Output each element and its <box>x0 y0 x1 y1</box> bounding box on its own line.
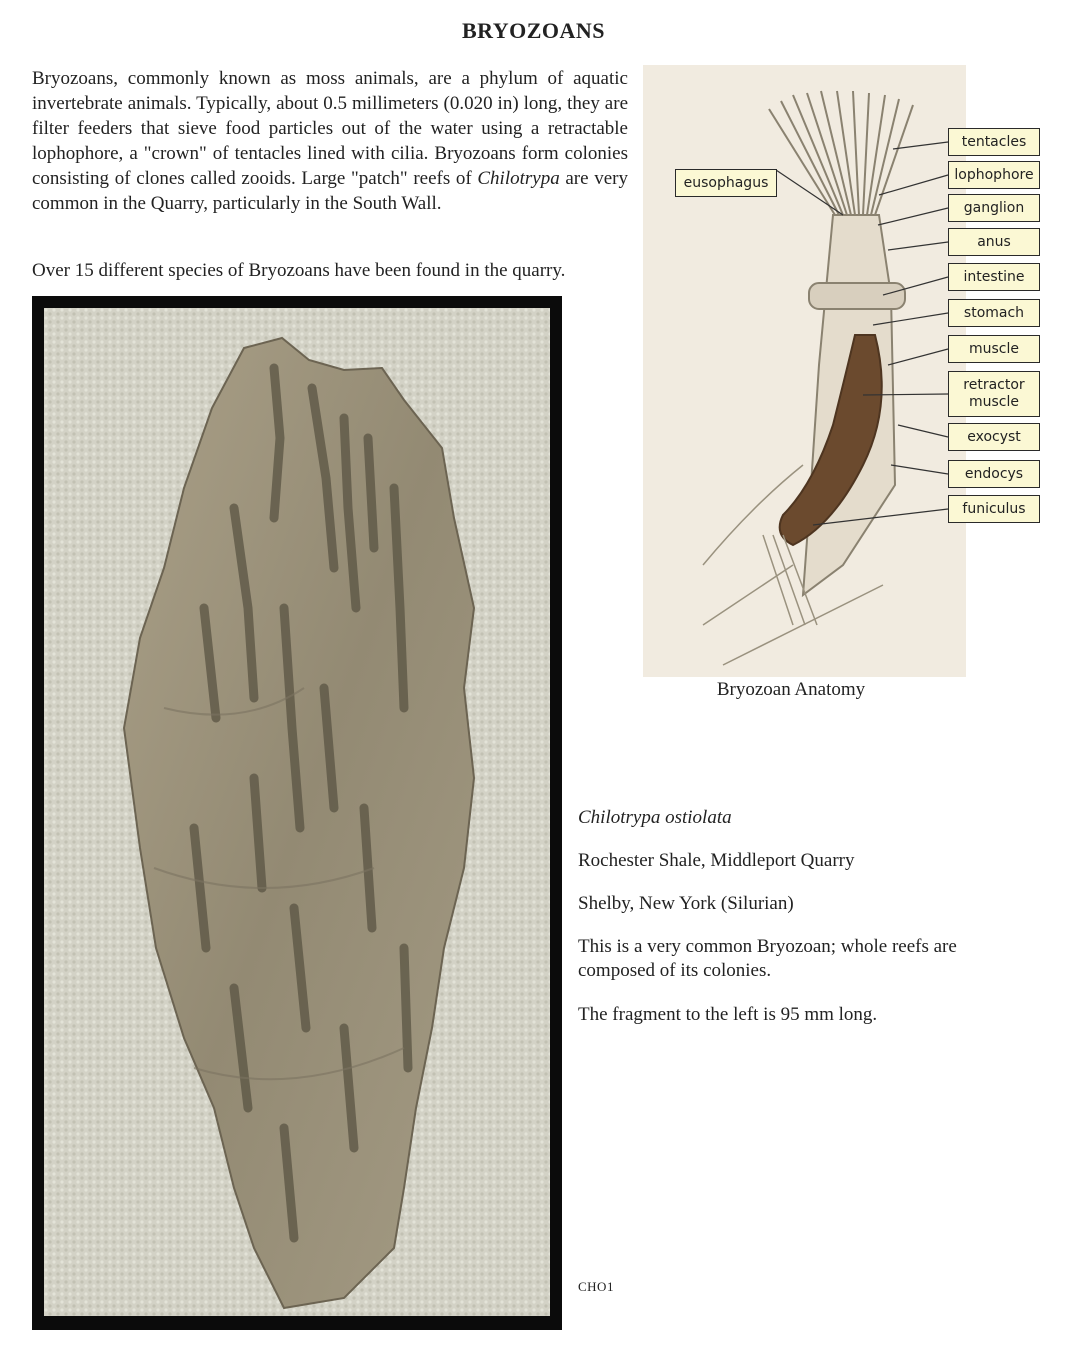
specimen-note: This is a very common Bryozoan; whole reefs are composed of its colonies. <box>578 936 957 981</box>
label-lophophore: lophophore <box>948 161 1040 189</box>
label-stomach: stomach <box>948 299 1040 327</box>
species-count-paragraph: Over 15 different species of Bryozoans have been found in the quarry. <box>32 260 566 281</box>
anatomy-caption: Bryozoan Anatomy <box>716 679 866 700</box>
label-eusophagus: eusophagus <box>675 169 777 197</box>
intro-text-start: Bryozoans, commonly known as moss animals, are a phylum of aquatic invertebrate animals. Typically, about 0.5 millimeters (0.020 in) long, they are filter feeders that sieve food particles out of the water using a retractable lophophore, a "crown" of tentacles lined with cilia. Bryozoans form colonies consisting of clones called zooids. Large "patch" reefs of <box>32 68 628 189</box>
label-intestine: intestine <box>948 263 1040 291</box>
label-tentacles: tentacles <box>948 128 1040 156</box>
specimen-size: The fragment to the left is 95 mm long. <box>578 1004 878 1025</box>
page-title: BRYOZOANS <box>461 18 606 43</box>
intro-italic-genus: Chilotrypa <box>477 168 560 189</box>
label-muscle: muscle <box>948 335 1040 363</box>
intro-paragraph <box>32 66 628 216</box>
fossil-photo-frame <box>32 296 562 1330</box>
specimen-species: Chilotrypa ostiolata <box>578 807 732 828</box>
specimen-location: Shelby, New York (Silurian) <box>578 893 794 914</box>
specimen-code: CHO1 <box>578 1279 614 1294</box>
anatomy-diagram <box>643 65 1034 677</box>
label-ganglion: ganglion <box>948 194 1040 222</box>
intro-text-end: are very common in the Quarry, particularly in the South Wall. <box>32 168 628 214</box>
label-endocys: endocys <box>948 460 1040 488</box>
label-funiculus: funiculus <box>948 495 1040 523</box>
anatomy-illustration <box>643 65 966 677</box>
label-exocyst: exocyst <box>948 423 1040 451</box>
fossil-photo <box>44 308 550 1316</box>
fossil-illustration <box>44 308 550 1316</box>
specimen-formation: Rochester Shale, Middleport Quarry <box>578 850 855 871</box>
label-anus: anus <box>948 228 1040 256</box>
label-retractor-muscle: retractor muscle <box>948 371 1040 417</box>
